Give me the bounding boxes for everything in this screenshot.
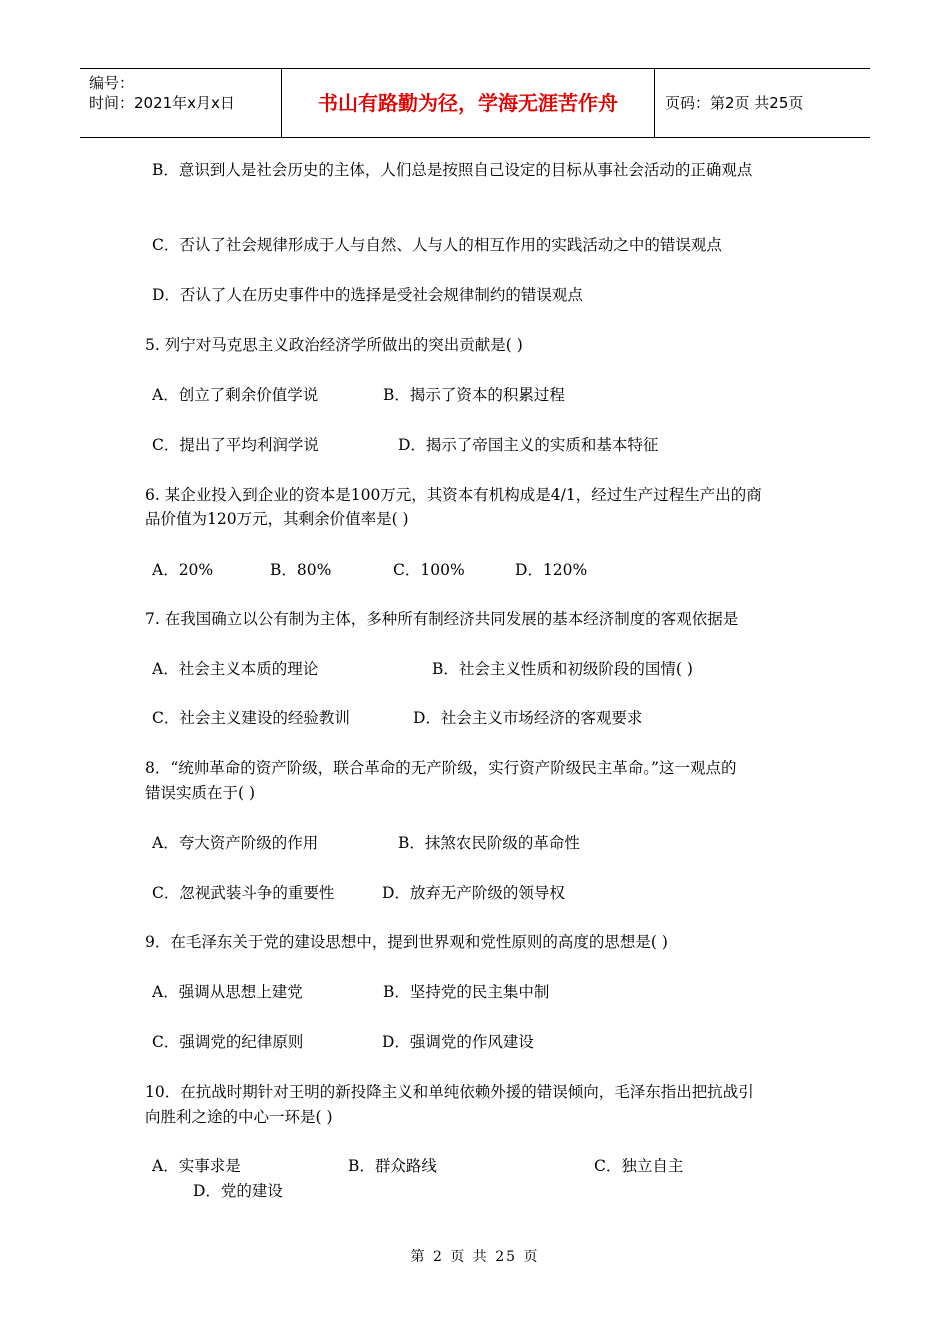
- question-10-line-1: 10．在抗战时期针对王明的新投降主义和单纯依赖外援的错误倾向，毛泽东指出把抗战引: [145, 1083, 754, 1101]
- question-10-line-2: 向胜利之途的中心一环是( ): [145, 1108, 333, 1126]
- question-5: 5. 列宁对马克思主义政治经济学所做出的突出贡献是( ): [145, 336, 523, 354]
- time-label: 时间：2021年x月x日: [89, 94, 235, 112]
- q7-option-c: C．社会主义建设的经验教训: [152, 709, 350, 727]
- q5-option-c: C．提出了平均利润学说: [152, 436, 319, 454]
- q9-option-c: C．强调党的纪律原则: [152, 1033, 304, 1051]
- q6-option-b: B．80%: [270, 561, 332, 579]
- page-footer: 第 2 页 共 25 页: [410, 1249, 540, 1265]
- q10-option-a: A．实事求是: [152, 1157, 241, 1175]
- q10-option-d: D．党的建设: [193, 1182, 283, 1200]
- question-8-line-2: 错误实质在于( ): [145, 784, 256, 802]
- q7-option-b: B．社会主义性质和初级阶段的国情( ): [432, 660, 693, 678]
- q5-option-d: D．揭示了帝国主义的实质和基本特征: [398, 436, 659, 454]
- q9-option-a: A．强调从思想上建党: [152, 983, 303, 1001]
- question-6-line-2: 品价值为120万元，其剩余价值率是( ): [145, 510, 409, 528]
- header-meta: [80, 69, 282, 137]
- q5-option-a: A．创立了剩余价值学说: [152, 386, 319, 404]
- header-motto: 书山有路勤为径，学海无涯苦作舟: [282, 69, 655, 137]
- q6-option-a: A．20%: [152, 561, 214, 579]
- document-header: [80, 68, 870, 138]
- q5-option-b: B．揭示了资本的积累过程: [383, 386, 565, 404]
- q10-option-c: C．独立自主: [594, 1157, 684, 1175]
- q8-option-d: D．放弃无产阶级的领导权: [382, 884, 565, 902]
- q9-option-b: B．坚持党的民主集中制: [383, 983, 550, 1001]
- header-page-info: 页码：第2页 共25页: [665, 94, 804, 112]
- q6-option-d: D．120%: [515, 561, 588, 579]
- q8-option-c: C．忽视武装斗争的重要性: [152, 884, 335, 902]
- question-6-line-1: 6. 某企业投入到企业的资本是100万元，其资本有机构成是4/1，经过生产过程生产出的商: [145, 486, 762, 504]
- number-label: 编号：: [89, 74, 135, 92]
- q10-option-b: B．群众路线: [348, 1157, 437, 1175]
- q4-option-c: C．否认了社会规律形成于人与自然、人与人的相互作用的实践活动之中的错误观点: [152, 236, 722, 254]
- q7-option-d: D．社会主义市场经济的客观要求: [413, 709, 643, 727]
- question-7: 7. 在我国确立以公有制为主体，多种所有制经济共同发展的基本经济制度的客观依据是: [145, 610, 739, 628]
- q9-option-d: D．强调党的作风建设: [382, 1033, 534, 1051]
- q8-option-b: B．抹煞农民阶级的革命性: [398, 834, 580, 852]
- q6-option-c: C．100%: [393, 561, 465, 579]
- question-9: 9．在毛泽东关于党的建设思想中，提到世界观和党性原则的高度的思想是( ): [145, 933, 668, 951]
- q7-option-a: A．社会主义本质的理论: [152, 660, 319, 678]
- q8-option-a: A．夸大资产阶级的作用: [152, 834, 319, 852]
- q4-option-b: B．意识到人是社会历史的主体，人们总是按照自己设定的目标从事社会活动的正确观点: [152, 161, 753, 179]
- q4-option-d: D．否认了人在历史事件中的选择是受社会规律制约的错误观点: [152, 286, 583, 304]
- question-8-line-1: 8．“统帅革命的资产阶级，联合革命的无产阶级，实行资产阶级民主革命。”这一观点的: [145, 759, 737, 777]
